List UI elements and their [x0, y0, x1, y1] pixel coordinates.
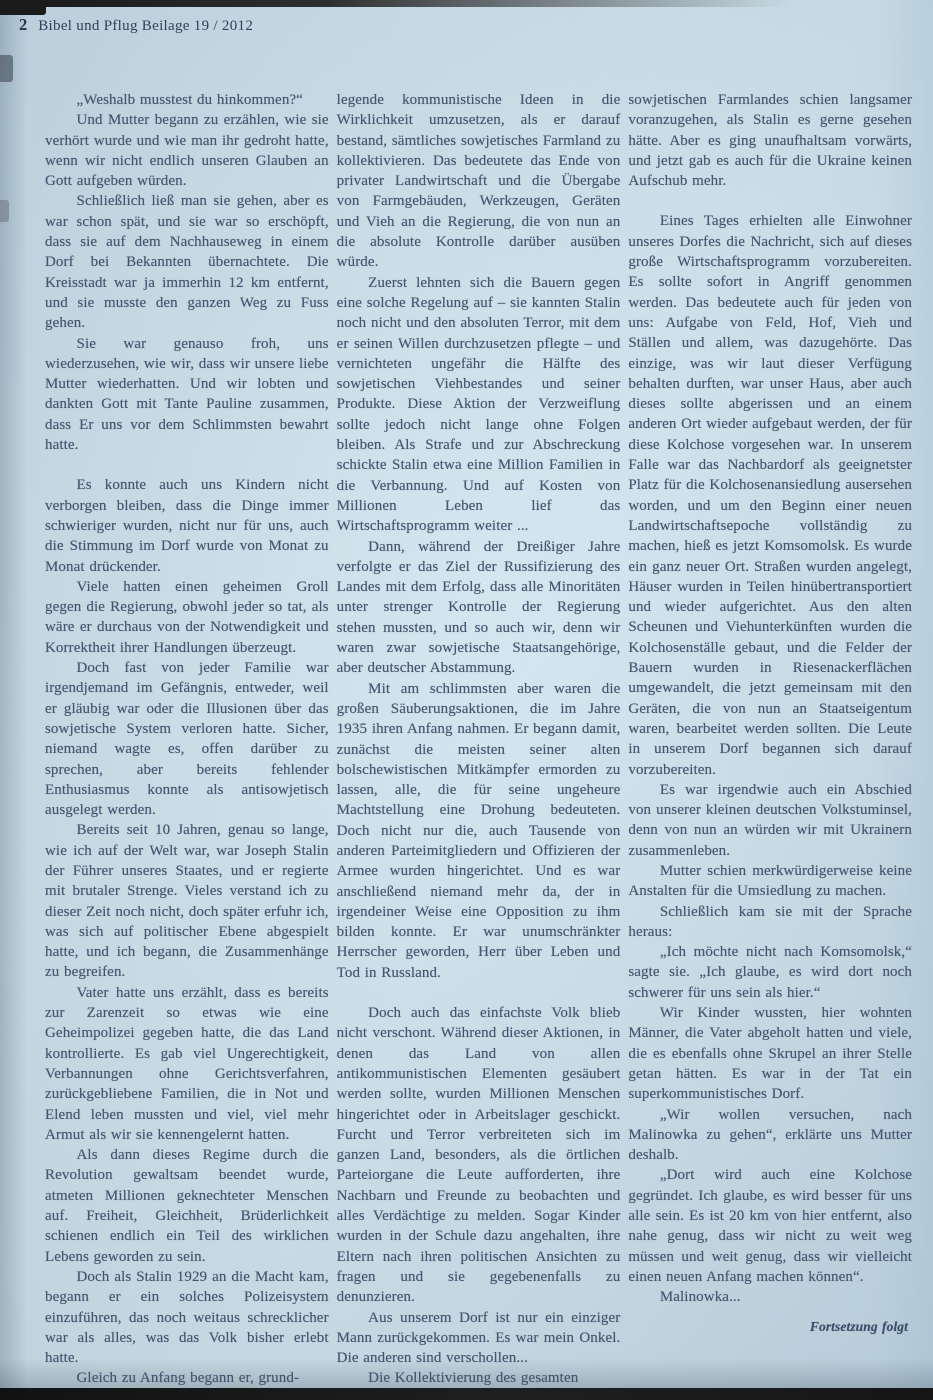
text-column-1 — [45, 90, 329, 1387]
publication-title: Bibel und Pflug Beilage 19 / 2012 — [38, 18, 254, 34]
paragraph: Zuerst lehnten sich die Bauern gegen eine solche Regelung auf – sie kannten Stalin noch nicht und den absoluten Terror, mit dem er seinen Willen durchzusetzen pflegte – und vernichteten ungefähr die Hälfte des sowjetischen Viehbestandes und seiner Produkte. Diese Aktion der Verzweiflung sollte jedoch nicht lange ohne Folgen bleiben. Als Strafe und zur Abschreckung schickte Stalin etwa eine Million Familien in die Verbannung. Und auf Kosten von Millionen Leben lief das Wirtschaftsprogramm weiter ... — [336, 274, 621, 535]
paragraph: Und Mutter begann zu erzählen, wie sie verhört wurde und wie man ihr gedroht hatte, wenn wir nicht endlich unseren Glauben an Gott aufgeben würden. — [45, 112, 329, 190]
paragraph: Es war irgendwie auch ein Abschied von unserer kleinen deutschen Volkstuminsel, denn von nun an würden wir mit Ukrainern zusammenleben. — [628, 781, 913, 859]
paragraph: „Dort wird auch eine Kolchose gegründet. Ich glaube, es wird besser für uns alle sein. Es ist 20 km von hier entfernt, also nahe genug, dass wir nicht zu weit weg müssen und weit genug, dass wir vielleicht einen neuen Anfang machen können“. — [628, 1167, 913, 1285]
paragraph: Es konnte auch uns Kindern nicht verborgen bleiben, dass die Dinge immer schwieriger wurden, nicht nur für uns, auch die Stimmung im Dorf wurde von Monat zu Monat drückender. — [45, 477, 329, 575]
text-column-3 — [628, 90, 912, 1358]
paragraph: Wir Kinder wussten, hier wohnten Männer, die Vater abgeholt hatten und viele, die es ebenfalls ohne Skrupel an ihrer Stelle getan hätten. Es war in der Tat ein superkommunistisches Dorf. — [628, 1005, 913, 1103]
continuation-note: Fortsetzung folgt — [809, 1318, 909, 1334]
paragraph: Dann, während der Dreißiger Jahre verfolgte er das Ziel der Russifizierung des Landes mit dem Erfolg, dass alle Minoritäten unter strenger Kontrolle der Regierung stehen mussten, und so auch wir, denn wir waren zwar sowjetische Staatsangehörige, aber deutscher Abstammung. — [336, 538, 621, 677]
paragraph: Mutter schien merkwürdigerweise keine Anstalten für die Umsiedlung zu machen. — [628, 862, 913, 900]
paragraph: Doch auch das einfachste Volk blieb nicht verschont. Während dieser Aktionen, in denen das Land von allen antikommunistischen Elementen gesäubert werden sollte, wurden Millionen Menschen hingerichtet oder in Arbeitslager geschickt. Furcht und Terror verbreiteten sich im ganzen Land, besonders, als die örtlichen Parteiorgane die Leute aufforderten, ihre Nachbarn und Freunde zu beobachten und alles Verdächtige zu melden. Sogar Kinder wurden in der Schule dazu angehalten, ihre Eltern nach ihren politischen Ansichten zu fragen und sie gegebenenfalls zu denunzieren. — [336, 1005, 621, 1306]
scan-artifact-top-left-corner — [0, 0, 46, 15]
paragraph: Bereits seit 10 Jahren, genau so lange, wie ich auf der Welt war, war Joseph Stalin der Führer unseres Staates, und er regierte mit brutaler Strenge. Vieles verstand ich zu dieser Zeit noch nicht, doch später erfuhr ich, was sich auf politischer Ebene abgespielt hatte, und ich begann, die Zusammenhänge zu begreifen. — [45, 822, 329, 981]
page-header — [19, 15, 253, 35]
scan-artifact-left-edge-mark — [0, 55, 13, 82]
paragraph: Schließlich ließ man sie gehen, aber es war schon spät, und sie war so erschöpft, dass sie auf dem Nachhauseweg in einem Dorf bei Bekannten übernachtete. Die Kreisstadt war ja immerhin 12 km entfernt, und sie musste den ganzen Weg zu Fuss gehen. — [45, 193, 329, 332]
paragraph: Sie war genauso froh, uns wiederzusehen, wie wir, dass wir unsere liebe Mutter wiederhatten. Und wir lobten und dankten Gott mit Tante Pauline zusammen, dass Er uns vor dem Schlimmsten bewahrt hatte. — [45, 335, 329, 454]
paragraph: legende kommunistische Ideen in die Wirklichkeit umzusetzen, als er darauf bestand, sämtliches sowjetisches Farmland zu kollektivieren. Das bedeutete das Ende von privater Landwirtschaft und die Übergabe von Farmgebäuden, Werkzeugen, Geräten und Vieh an die Regierung, die von nun an die absolute Kontrolle darüber ausüben würde. — [336, 92, 621, 271]
paragraph: Doch als Stalin 1929 an die Macht kam, begann er ein solches Polizeisystem einzuführen, das noch weitaus schrecklicher war als alles, was das Volk bisher erlebt hatte. — [45, 1268, 329, 1367]
scan-artifact-left-edge-mark — [0, 200, 9, 222]
page-number: 2 — [19, 15, 28, 34]
paragraph: Vater hatte uns erzählt, dass es bereits zur Zarenzeit so etwas wie eine Geheimpolizei gegeben hatte, die das Land kontrollierte. Es gab viel Ungerechtigkeit, Verbannungen ohne Gerichtsverfahren, zurückgebliebene Familien, die in Not und Elend leben mussten und viel, viel mehr Armut als wir sie kennengelernt hatten. — [45, 984, 329, 1143]
paragraph: Eines Tages erhielten alle Einwohner unseres Dorfes die Nachricht, sich auf dieses große Wirtschaftsprogramm vorzubereiten. Es sollte sofort in Angriff genommen werden. Das bedeutete auch für jeden von uns: Aufgabe von Feld, Hof, Vieh und Ställen und allem, was dazugehörte. Das einzige, was wir laut dieser Verfügung behalten durften, war unser Haus, aber auch dieses sollte abgerissen und an einem anderen Ort wieder aufgebaut werden, der für diese Kolchose vorgesehen war. In unserem Falle war das Nachbardorf als geeignetster Platz für die Kolchosenansiedlung ausersehen worden, und um den Beginn einer neuen Landwirtschaftsepoche vollständig zu machen, hieß es jetzt Komsomolsk. Es wurde ein ganz neuer Ort. Straßen wurden angelegt, Häuser wurden in Teilen hinübertransportiert und wieder aufgerichtet. Aus den alten Scheunen und Viehunterkünften wurden die Kolchosenställe gebaut, und die Felder der Bauern wurden in Riesenackerflächen umgewandelt, die jetzt gemeinsam mit den Geräten, die von nun an Staatseigentum waren, bearbeitet werden sollten. Die Leute in unserem Dorf begannen sich darauf vorzubereiten. — [628, 213, 913, 778]
paragraph: sowjetischen Farmlandes schien langsamer voranzugehen, als Stalin es gerne gesehen hätte. Aber es ging unaufhaltsam vorwärts, und jetzt gab es auch für die Ukraine keinen Aufschub mehr. — [628, 92, 913, 190]
paragraph: Gleich zu Anfang begann er, grund- — [76, 1370, 300, 1387]
paragraph: Viele hatten einen geheimen Groll gegen die Regierung, obwohl jeder so tat, als wäre er durchaus von der Notwendigkeit und Korrektheit ihrer Handlungen überzeugt. — [45, 578, 329, 656]
paragraph: Mit am schlimmsten aber waren die großen Säuberungsaktionen, die im Jahre 1935 ihren Anfang nahmen. Er begann damit, zunächst die meisten seiner alten bolschewistischen Mitkämpfer ermorden zu lassen, alle, die für seine ungeheure Machtstellung eine Drohung bedeuteten. Doch nicht nur die, auch Tausende von anderen Parteimitgliedern und Offizieren der Armee wurden hingerichtet. Und es war anschließend niemand mehr da, der in irgendeiner Weise eine Opposition zu ihm bilden konnte. Er war unumschränkter Herrscher geworden, Herr über Leben und Tod in Russland. — [336, 680, 621, 981]
scan-artifact-top-edge — [0, 0, 933, 7]
article-body — [45, 90, 913, 1387]
paragraph: „Wir wollen versuchen, nach Malinowka zu gehen“, erklärte uns Mutter deshalb. — [628, 1106, 913, 1164]
paragraph: Die Kollektivierung des gesamten — [368, 1370, 579, 1387]
paragraph: „Ich möchte nicht nach Komsomolsk,“ sagte sie. „Ich glaube, es wird dort noch schwerer für uns sein als hier.“ — [628, 944, 913, 1001]
paragraph: „Weshalb musstest du hinkommen?“ — [76, 92, 303, 108]
paragraph: Doch fast von jeder Familie war irgendjemand im Gefängnis, entweder, weil er gläubig war oder die Illusionen über das sowjetische System verloren hatte. Sicher, niemand wagte es, offen darüber zu sprechen, aber bereits fehlender Enthusiasmus konnte als antisowjetisch ausgelegt werden. — [45, 660, 329, 819]
text-column-2 — [336, 90, 621, 1387]
paragraph: Aus unserem Dorf ist nur ein einziger Mann zurückgekommen. Es war mein Onkel. Die anderen sind verschollen... — [336, 1309, 621, 1367]
paragraph: Malinowka... — [659, 1289, 741, 1306]
scan-artifact-bottom-edge — [0, 1388, 933, 1400]
paragraph: Schließlich kam sie mit der Sprache heraus: — [628, 903, 913, 940]
paragraph: Als dann dieses Regime durch die Revolution gewaltsam beendet wurde, atmeten Millionen geknechteter Menschen auf. Freiheit, Gleichheit, Brüderlichkeit schienen endlich ein Teil des wirklichen Lebens geworden zu sein. — [45, 1147, 329, 1265]
